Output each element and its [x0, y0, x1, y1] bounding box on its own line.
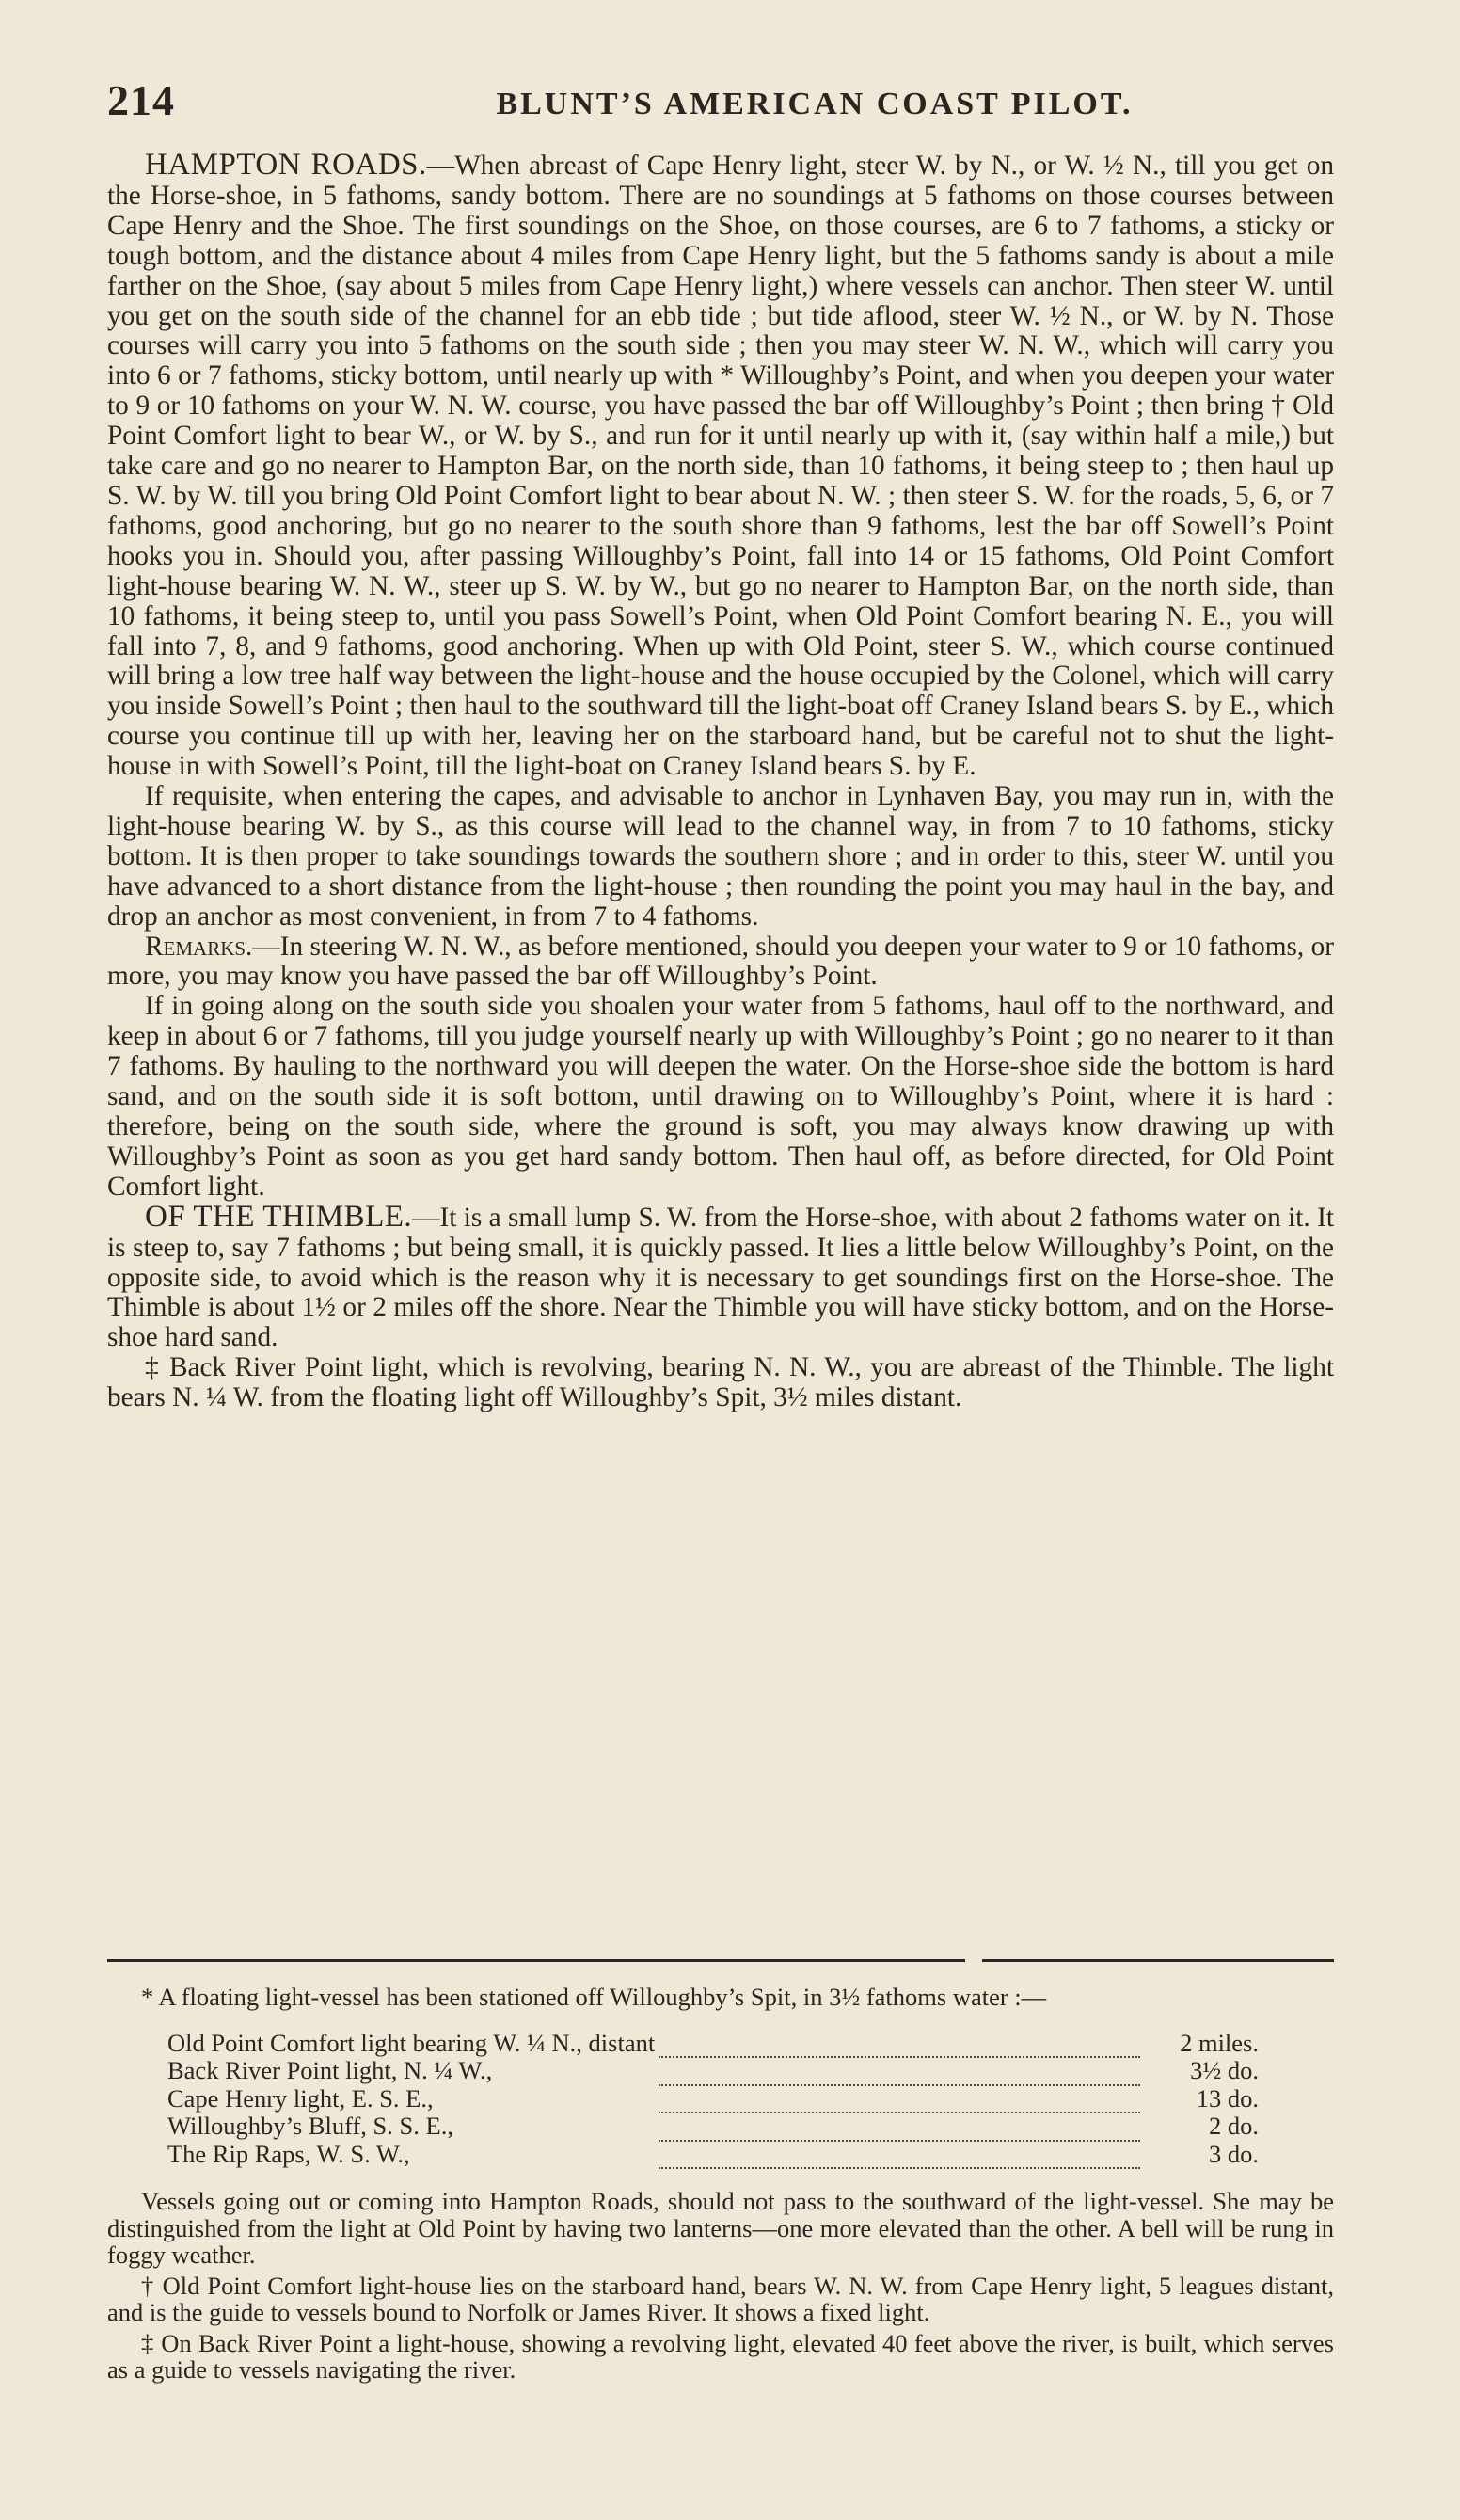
footnote-asterisk-intro: * A floating light-vessel has been stationed off Willoughby’s Spit, in 3½ fathoms water :— — [141, 1983, 1047, 2011]
footnote-separator — [107, 1959, 1334, 1967]
section-heading-hampton-roads: HAMPTON ROADS. — [145, 148, 427, 182]
distance-value: 3½ do. — [1190, 2056, 1259, 2084]
distance-place: Old Point Comfort light bearing W. ¼ N., distant — [167, 2028, 656, 2057]
distance-value: 3 do. — [1209, 2139, 1259, 2168]
dot-leader — [659, 2132, 1140, 2161]
distance-row — [167, 2141, 1259, 2169]
footnote-double-dagger: ‡ On Back River Point a light-house, showing a revolving light, elevated 40 feet above the river, is built, which serves as a guide to vessels navigating the river. — [107, 2328, 1334, 2384]
distance-place: Back River Point light, N. ¼ W., — [167, 2056, 493, 2084]
distance-place: The Rip Raps, W. S. W., — [167, 2139, 410, 2168]
paragraph-remarks — [107, 933, 1334, 993]
dot-leader — [659, 2049, 1140, 2077]
remarks-heading: Remarks. — [145, 931, 253, 962]
footnotes — [107, 1984, 1334, 2384]
separator-rule-right — [982, 1959, 1334, 1962]
distance-value: 2 miles. — [1180, 2028, 1259, 2057]
dot-leader — [659, 2021, 1140, 2049]
paragraph-text: —It is a small lump S. W. from the Horse-shoe, with about 2 fathoms water on it. It is steep to, say 7 fathoms ; but being small, it is quickly passed. It lies a little below Willoughby’s Point, on the opposite side, to avoid which is the reason why it is necessary to get soundings first on the Horse-shoe. The Thimble is about 1½ or 2 miles off the shore. Near the Thimble you will have sticky bottom, and on the Horse-shoe hard sand. — [107, 1202, 1334, 1353]
paragraph-text: —When abreast of Cape Henry light, steer W. by N., or W. ½ N., till you get on the Horse-shoe, in 5 fathoms, sandy bottom. There are no soundings at 5 fathoms on those courses between Cape Henry and the Shoe. The first soundings on the Shoe, on those courses, are 6 to 7 fathoms, a sticky or tough bottom, and the distance about 4 miles from Cape Henry light, but the 5 fathoms sandy is about a mile farther on the Shoe, (say about 5 miles from Cape Henry light,) where vessels can anchor. Then steer W. until you get on the south side of the channel for an ebb tide ; but tide aflood, steer W. ½ N., or W. by N. Those courses will carry you into 5 fathoms on the south side ; then you may steer W. N. W., which will carry you into 6 or 7 fathoms, sticky bottom, until nearly up with * Willoughby’s Point, and when you deepen your water to 9 or 10 fathoms on your W. N. W. course, you have passed the bar off Willoughby’s Point ; then bring † Old Point Comfort light to bear W., or W. by S., and run for it until nearly up with it, (say within half a mile,) but take care and go no nearer to Hampton Bar, on the north side, than 10 fathoms, it being steep to ; then haul up S. W. by W. till you bring Old Point Comfort light to bear about N. W. ; then steer S. W. for the roads, 5, 6, or 7 fathoms, good anchoring, but go no nearer to the south shore than 9 fathoms, lest the bar off Sowell’s Point hooks you in. Should you, after passing Willoughby’s Point, fall into 14 or 15 fathoms, Old Point Comfort light-house bearing W. N. W., steer up S. W. by W., but go no nearer to Hampton Bar, on the north side, than 10 fathoms, it being steep to, until you pass Sowell’s Point, when Old Point Comfort bearing N. E., you will fall into 7, 8, and 9 fathoms, good anchoring. When up with Old Point, steer S. W., which course continued will bring a low tree half way between the light-house and the house occupied by the Colonel, which will carry you inside Sowell’s Point ; then haul to the southward till the light-boat off Craney Island bears S. by E., which course you continue till up with her, leaving her on the starboard hand, but be careful not to shut the light-house in with Sowell’s Point, till the light-boat on Craney Island bears S. by E. — [107, 151, 1334, 782]
distance-value: 2 do. — [1209, 2112, 1259, 2140]
page-header — [107, 75, 1334, 132]
paragraph-thimble — [107, 1199, 1334, 1354]
paragraph-south-side: If in going along on the south side you shoalen your water from 5 fathoms, haul off to the northward, and keep in about 6 or 7 fathoms, till you judge yourself nearly up with Willoughby’s Point ; go no nearer to it than 7 fathoms. By hauling to the northward you will deepen the water. On the Horse-shoe side the bottom is hard sand, and on the south side it is soft bottom, until drawing on to Willoughby’s Point, where it is hard : therefore, being on the south side, where the ground is soft, you may always know drawing up with Willoughby’s Point as soon as you get hard sandy bottom. Then haul off, as before directed, for Old Point Comfort light. — [107, 991, 1334, 1202]
main-text — [107, 148, 1334, 1413]
section-heading-thimble: OF THE THIMBLE. — [145, 1199, 413, 1234]
footnote-light-vessel: Vessels going out or coming into Hampton Roads, should not pass to the southward of the light-vessel. She may be distinguished from the light at Old Point by having two lanterns—one more elevated than the other. A bell will be rung in foggy weather. — [107, 2187, 1334, 2269]
footnote-dagger: † Old Point Comfort light-house lies on the starboard hand, bears W. N. W. from Cape Henry light, 5 leagues distant, and is the guide to vessels bound to Norfolk or James River. It shows a fixed light. — [107, 2271, 1334, 2326]
paragraph-text: —In steering W. N. W., as before mentioned, should you deepen your water to 9 or 10 fathoms, or more, you may know you have passed the bar off Willoughby’s Point. — [107, 931, 1334, 992]
dot-leader — [659, 2104, 1140, 2132]
distance-place: Willoughby’s Bluff, S. S. E., — [167, 2112, 453, 2140]
paragraph-hampton-roads — [107, 148, 1334, 782]
dot-leader — [659, 2077, 1140, 2105]
paragraph-back-river: ‡ Back River Point light, which is revolving, bearing N. N. W., you are abreast of the Thimble. The light bears N. ¼ W. from the floating light off Willoughby’s Spit, 3½ miles distant. — [107, 1352, 1334, 1413]
distance-place: Cape Henry light, E. S. E., — [167, 2083, 434, 2113]
distance-value: 13 do. — [1196, 2083, 1259, 2113]
separator-rule-left — [107, 1959, 965, 1962]
running-title: BLUNT’S AMERICAN COAST PILOT. — [496, 87, 1134, 121]
page-number: 214 — [107, 76, 175, 124]
paragraph-lynhaven-bay: If requisite, when entering the capes, and advisable to anchor in Lynhaven Bay, you may run in, with the light-house bearing W. by S., as this course will lead to the channel way, in from 7 to 10 fathoms, sticky bottom. It is then proper to take soundings towards the southern shore ; and in order to this, steer W. until you have advanced to a short distance from the light-house ; then rounding the point you may haul in the bay, and drop an anchor as most convenient, in from 7 to 4 fathoms. — [107, 781, 1334, 932]
distance-table — [167, 2030, 1259, 2170]
